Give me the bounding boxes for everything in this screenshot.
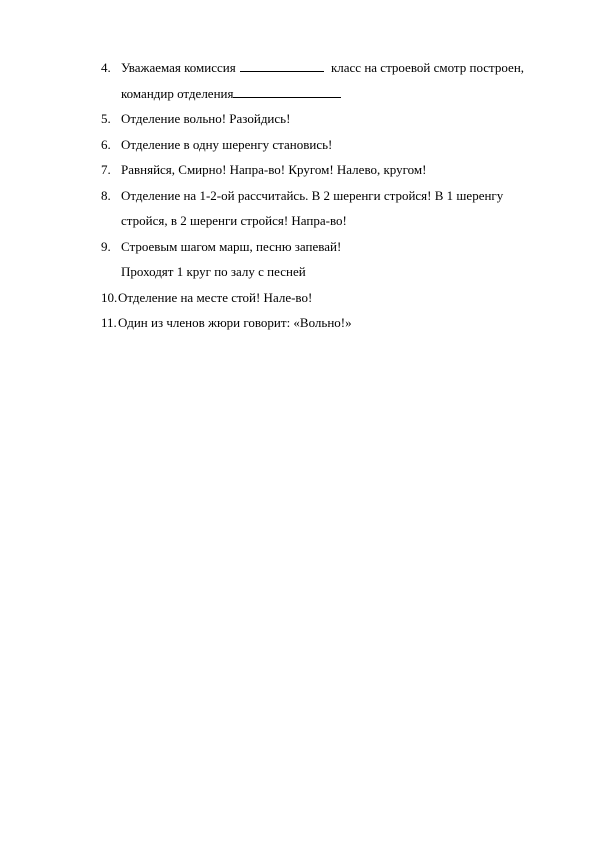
item-line: Проходят 1 круг по залу с песней [121, 264, 306, 279]
item-text: Отделение в одну шеренгу становись! [121, 136, 333, 152]
item-text: Отделение на месте стой! Нале-во! [118, 289, 313, 305]
list-item-10 [101, 285, 571, 311]
commander-name-blank [233, 85, 341, 98]
list-item-11 [101, 310, 571, 336]
list-item-9 [101, 234, 571, 285]
item-text-commander: командир отделения [121, 85, 234, 101]
item-text [121, 55, 571, 106]
item-number: 6. [101, 136, 111, 152]
item-text: Равняйся, Смирно! Напра-во! Кругом! Налево, кругом! [121, 162, 427, 177]
item-number: 9. [101, 238, 111, 254]
class-name-blank [240, 59, 324, 72]
item-number: 11. [101, 315, 117, 330]
item-number: 4. [101, 60, 111, 75]
item-number: 10. [101, 289, 118, 305]
item-text: Отделение вольно! Разойдись! [121, 111, 291, 126]
list-item-5 [101, 106, 571, 132]
item-text [121, 234, 571, 285]
item-number: 8. [101, 187, 111, 203]
item-number: 7. [101, 162, 111, 177]
item-text [121, 183, 571, 234]
item-text-before-blank: Уважаемая комиссия [121, 60, 236, 75]
item-line: стройся, в 2 шеренги стройся! Напра-во! [121, 213, 347, 228]
item-line: Строевым шагом марш, песню запевай! [121, 238, 342, 254]
item-text-after-blank: класс на строевой смотр построен, [330, 60, 525, 75]
list-item-4 [101, 55, 571, 106]
item-number: 5. [101, 111, 111, 126]
list-item-7 [101, 157, 571, 183]
list-item-6 [101, 132, 571, 158]
item-line [121, 55, 571, 81]
item-line [121, 81, 571, 107]
item-text: Один из членов жюри говорит: «Вольно!» [118, 315, 352, 330]
command-list [101, 55, 571, 336]
list-item-8 [101, 183, 571, 234]
item-line: Отделение на 1-2-ой рассчитайсь. В 2 шеренги стройся! В 1 шеренгу [121, 187, 504, 203]
